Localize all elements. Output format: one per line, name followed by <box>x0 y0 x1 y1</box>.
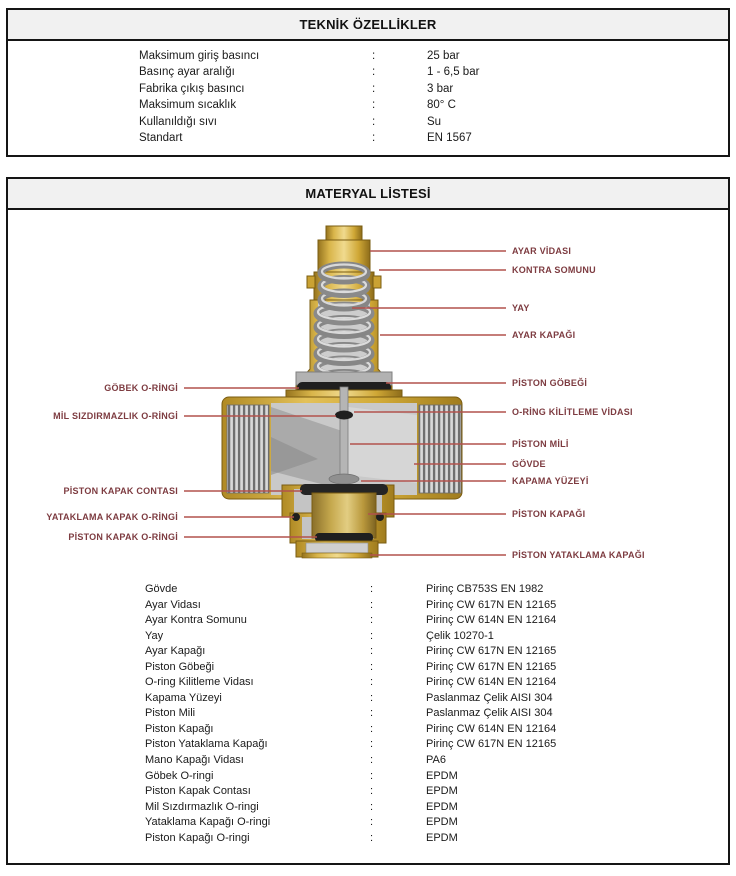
left-threaded-port <box>227 405 269 493</box>
spec-row <box>139 130 720 146</box>
spec-separator: : <box>372 82 376 95</box>
diagram-label: AYAR VİDASI <box>512 246 572 256</box>
material-separator: : <box>370 629 374 642</box>
material-rows <box>145 582 720 846</box>
material-value: EPDM <box>426 785 458 798</box>
material-label: Piston Mili <box>145 707 196 720</box>
material-value: Paslanmaz Çelik AISI 304 <box>426 707 553 720</box>
diagram-label: MİL SIZDIRMAZLIK O-RİNGİ <box>53 411 178 421</box>
diagram-label: KAPAMA YÜZEYİ <box>512 476 589 486</box>
material-separator: : <box>370 583 374 595</box>
material-label: Göbek O-ringi <box>145 769 214 782</box>
spec-separator: : <box>372 99 376 112</box>
material-value: Pirinç CW 614N EN 12164 <box>426 676 557 689</box>
diagram-label: PİSTON KAPAK CONTASI <box>63 486 178 496</box>
diagram-label: YATAKLAMA KAPAK O-RİNGİ <box>46 512 178 522</box>
material-row <box>145 582 720 598</box>
material-separator: : <box>370 816 374 829</box>
spec-value: EN 1567 <box>427 132 472 145</box>
material-value: EPDM <box>426 816 458 829</box>
material-label: Piston Kapağı <box>145 722 214 735</box>
material-value: EPDM <box>426 831 458 844</box>
material-separator: : <box>370 598 374 611</box>
material-label: Kapama Yüzeyi <box>145 691 222 704</box>
body-interior-highlight <box>348 407 417 483</box>
material-value: Pirinç CW 614N EN 12164 <box>426 614 557 627</box>
material-row <box>145 660 720 676</box>
spec-separator: : <box>372 66 376 79</box>
material-row <box>145 769 720 785</box>
material-label: Mano Kapağı Vidası <box>145 754 244 767</box>
material-label: Ayar Vidası <box>145 598 201 611</box>
diagram-label: AYAR KAPAĞI <box>512 330 576 340</box>
diagram-label: GÖBEK O-RİNGİ <box>104 383 178 393</box>
spec-separator: : <box>372 115 376 128</box>
material-row <box>145 831 720 847</box>
material-separator: : <box>370 614 374 627</box>
material-separator: : <box>370 785 374 798</box>
material-separator: : <box>370 722 374 735</box>
material-value: Çelik 10270-1 <box>426 629 494 642</box>
material-label: Piston Göbeği <box>145 660 215 673</box>
right-threaded-port <box>419 405 461 493</box>
material-list-panel <box>6 177 730 865</box>
material-label: O-ring Kilitleme Vidası <box>145 676 254 689</box>
material-row <box>145 815 720 831</box>
spec-value: 3 bar <box>427 82 454 95</box>
diagram-label: YAY <box>512 303 530 313</box>
material-value: Paslanmaz Çelik AISI 304 <box>426 691 553 704</box>
valve-artwork <box>222 226 462 558</box>
bonnet-interior <box>318 302 370 380</box>
material-row <box>145 598 720 614</box>
material-label: Mil Sızdırmazlık O-ringi <box>145 800 259 813</box>
tech-specs-header <box>8 10 728 41</box>
diagram-label: PİSTON MİLİ <box>512 439 569 449</box>
material-separator: : <box>370 645 374 658</box>
material-row <box>145 629 720 645</box>
spec-row <box>139 114 720 130</box>
material-separator: : <box>370 769 374 782</box>
material-value: Pirinç CW 614N EN 12164 <box>426 722 557 735</box>
stem-seal-o-ring <box>335 411 353 420</box>
material-separator: : <box>370 800 374 813</box>
piston-cap <box>312 493 376 538</box>
material-separator: : <box>370 676 374 689</box>
material-value: EPDM <box>426 800 458 813</box>
tech-specs-body <box>8 41 728 153</box>
spec-row <box>139 64 720 80</box>
lock-nut-right <box>373 276 381 288</box>
material-row <box>145 706 720 722</box>
tech-specs-title: TEKNİK ÖZELLİKLER <box>299 17 437 32</box>
diagram-label: GÖVDE <box>512 459 546 469</box>
spec-value: 25 bar <box>427 50 460 62</box>
closing-surface-disc <box>329 474 359 484</box>
material-row <box>145 737 720 753</box>
diagram-label: KONTRA SOMUNU <box>512 265 596 275</box>
material-separator: : <box>370 660 374 673</box>
spec-label: Kullanıldığı sıvı <box>139 115 217 128</box>
material-label: Yay <box>145 629 164 642</box>
material-row <box>145 691 720 707</box>
material-value: PA6 <box>426 754 446 767</box>
lock-nut-left <box>307 276 315 288</box>
spec-value: 1 - 6,5 bar <box>427 66 480 79</box>
material-row <box>145 675 720 691</box>
material-row <box>145 753 720 769</box>
material-separator: : <box>370 738 374 751</box>
material-separator: : <box>370 831 374 844</box>
material-value: EPDM <box>426 769 458 782</box>
diagram-label: O-RİNG KİLİTLEME VİDASI <box>512 407 633 417</box>
material-list-header <box>8 179 728 210</box>
material-value: Pirinç CW 617N EN 12165 <box>426 738 557 751</box>
spec-row <box>139 97 720 113</box>
tech-specs-panel <box>6 8 730 157</box>
bearing-cap-lip <box>302 553 372 558</box>
material-value: Pirinç CB753S EN 1982 <box>426 583 544 595</box>
spec-label: Basınç ayar aralığı <box>139 66 235 79</box>
material-separator: : <box>370 691 374 704</box>
material-label: Ayar Kontra Somunu <box>145 614 247 627</box>
spec-value: Su <box>427 115 442 128</box>
spec-rows <box>139 48 720 146</box>
spec-label: Maksimum giriş basıncı <box>139 50 260 62</box>
spec-row <box>139 48 720 64</box>
material-list-title: MATERYAL LİSTESİ <box>305 186 431 201</box>
spec-value: 80° C <box>427 99 456 112</box>
spec-separator: : <box>372 132 376 145</box>
material-list-body <box>8 210 728 861</box>
valve-cross-section-diagram <box>8 223 728 568</box>
material-label: Gövde <box>145 583 178 595</box>
material-value: Pirinç CW 617N EN 12165 <box>426 598 557 611</box>
material-value: Pirinç CW 617N EN 12165 <box>426 660 557 673</box>
material-row <box>145 784 720 800</box>
material-separator: : <box>370 754 374 767</box>
diagram-label: PİSTON GÖBEĞİ <box>512 378 588 388</box>
bearing-cap-insert <box>306 543 368 553</box>
spec-label: Maksimum sıcaklık <box>139 99 237 112</box>
material-label: Ayar Kapağı <box>145 645 206 658</box>
material-value: Pirinç CW 617N EN 12165 <box>426 645 557 658</box>
material-label: Piston Kapağı O-ringi <box>145 831 250 844</box>
spec-label: Standart <box>139 132 183 145</box>
spec-row <box>139 81 720 97</box>
spec-label: Fabrika çıkış basıncı <box>139 82 245 95</box>
material-row <box>145 644 720 660</box>
diagram-label: PİSTON KAPAK O-RİNGİ <box>68 532 178 542</box>
material-row <box>145 613 720 629</box>
spec-separator: : <box>372 50 376 62</box>
material-row <box>145 722 720 738</box>
diagram-label: PİSTON YATAKLAMA KAPAĞI <box>512 550 645 560</box>
material-row <box>145 800 720 816</box>
material-separator: : <box>370 707 374 720</box>
material-label: Piston Yataklama Kapağı <box>145 738 268 751</box>
material-label: Yataklama Kapağı O-ringi <box>145 816 271 829</box>
material-label: Piston Kapak Contası <box>145 785 251 798</box>
diagram-label: PİSTON KAPAĞI <box>512 509 586 519</box>
